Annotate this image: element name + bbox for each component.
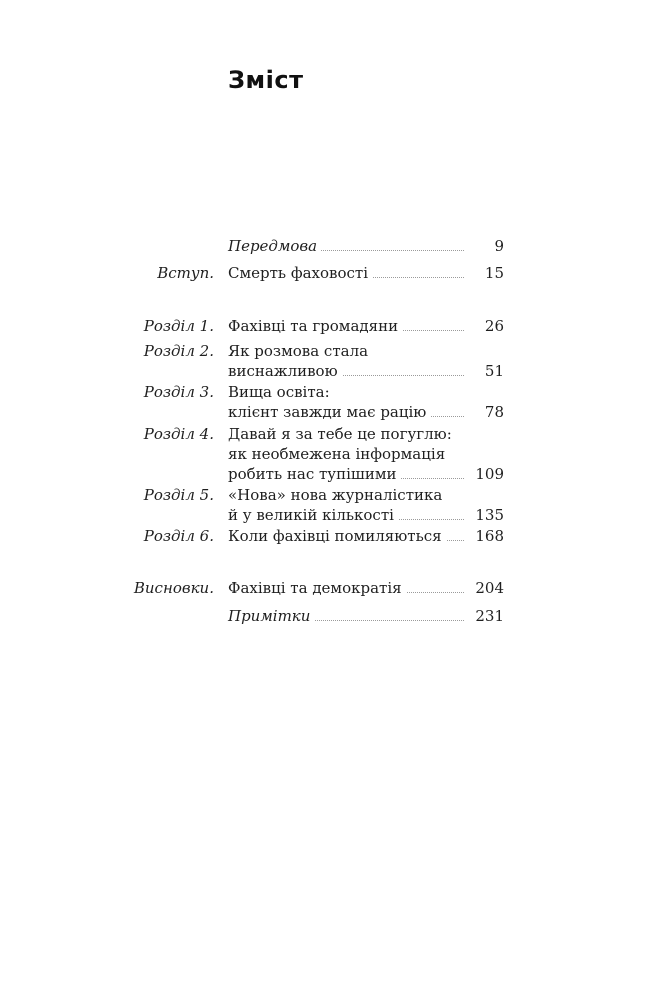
toc-entry-prefix: Розділ 1. (143, 317, 214, 335)
toc-entry-title: Передмова (228, 236, 321, 257)
toc-entry-prefix: Розділ 2. (143, 342, 214, 360)
toc-entry-line (228, 444, 504, 465)
toc-entry-line (228, 424, 504, 445)
toc-entry-line (228, 464, 504, 485)
toc-entry-title: Смерть фаховості (228, 263, 372, 284)
toc-entry-title: Давай я за тебе це погуглю: (228, 424, 456, 445)
toc-entry-title: «Нова» нова журналістика (228, 485, 446, 506)
toc-entry-title: робить нас тупішими (228, 464, 401, 485)
toc-entry-title: Вища освіта: (228, 382, 334, 403)
toc-entry-prefix: Вступ. (157, 264, 214, 282)
toc-entry-title: Коли фахівці помиляються (228, 526, 446, 547)
page-title: Зміст (228, 66, 304, 94)
toc-entry-title: виснажливою (228, 361, 342, 382)
toc-entry-title: як необмежена інформація (228, 444, 449, 465)
toc-entry-line (228, 263, 504, 284)
toc-page-number: 168 (471, 526, 504, 547)
toc-page-number: 78 (481, 402, 504, 423)
toc-entry-line (228, 526, 504, 547)
toc-entry-title: Фахівці та громадяни (228, 316, 402, 337)
toc-entry-title: Фахівці та демократія (228, 578, 406, 599)
toc-entry-line (228, 236, 504, 257)
toc-entry-line (228, 606, 504, 627)
toc-entry-line (228, 485, 504, 506)
toc-page-number: 15 (481, 263, 504, 284)
toc-entry-prefix: Висновки. (133, 579, 214, 597)
toc-page-number: 109 (471, 464, 504, 485)
toc-entry-prefix: Розділ 6. (143, 527, 214, 545)
toc-page-number: 51 (481, 361, 504, 382)
toc-page-number: 231 (471, 606, 504, 627)
toc-page-number: 9 (490, 236, 504, 257)
toc-entry-line (228, 402, 504, 423)
toc-entry-title: й у великій кількості (228, 505, 398, 526)
toc-entry-line (228, 361, 504, 382)
toc-entry-line (228, 505, 504, 526)
toc-entry-line (228, 316, 504, 337)
toc-entry-title: клієнт завжди має рацію (228, 402, 430, 423)
toc-entry-title: Примітки (228, 606, 314, 627)
toc-entry-title: Як розмова стала (228, 341, 372, 362)
toc-page-number: 204 (471, 578, 504, 599)
toc-entry-line (228, 341, 504, 362)
toc-entry-line (228, 578, 504, 599)
toc-page-number: 26 (481, 316, 504, 337)
toc-entry-prefix: Розділ 4. (143, 425, 214, 443)
toc-page-number: 135 (471, 505, 504, 526)
toc-entry-prefix: Розділ 3. (143, 383, 214, 401)
toc-entry-prefix: Розділ 5. (143, 486, 214, 504)
toc-entry-line (228, 382, 504, 403)
